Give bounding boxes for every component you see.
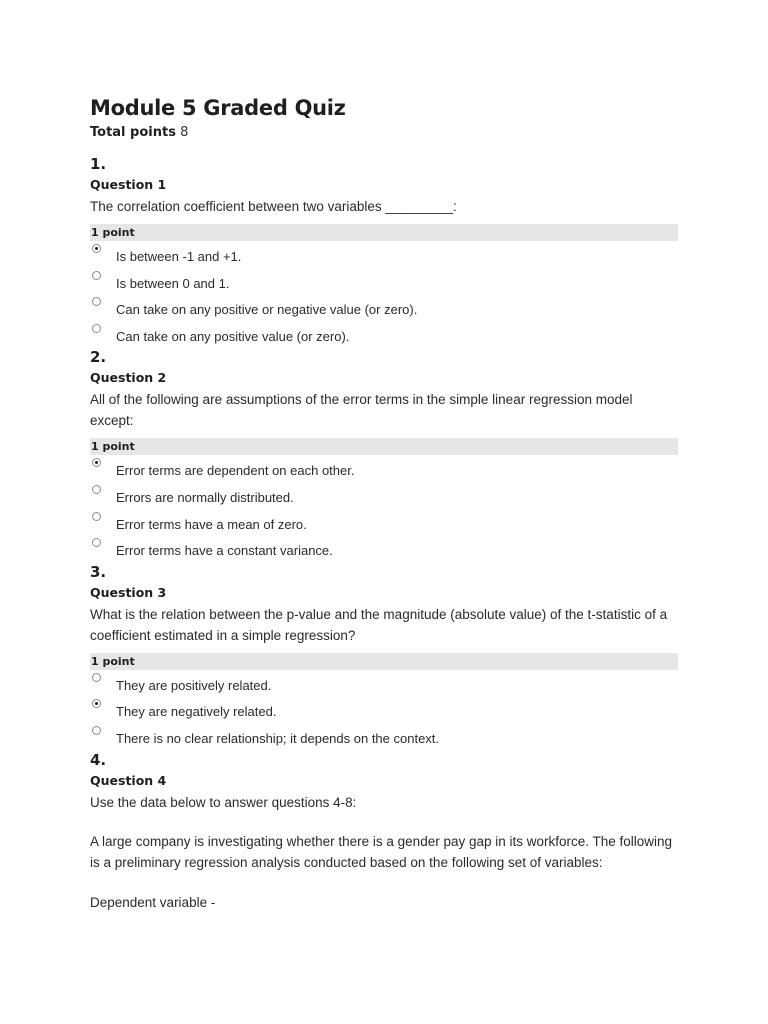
radio-button[interactable] (92, 485, 101, 494)
total-points-value: 8 (180, 125, 189, 140)
points-bar: 1 point (90, 224, 678, 241)
question-text: Use the data below to answer questions 4-8: (90, 794, 357, 810)
question-text: All of the following are assumptions of the error terms in the simple linear regression model except: (90, 392, 633, 429)
option-item[interactable] (90, 482, 678, 509)
question-number: 3. (90, 562, 107, 581)
radio-button-selected[interactable] (92, 458, 101, 467)
total-points-label: Total points (90, 125, 176, 140)
radio-button[interactable] (92, 512, 101, 521)
question-number: 2. (90, 348, 107, 367)
radio-button[interactable] (92, 726, 101, 735)
option-label: Can take on any positive or negative value (or zero). (116, 302, 418, 318)
context-paragraph: A large company is investigating whether there is a gender pay gap in its workforce. The following is a preliminary regression analysis conducted based on the following set of variables: (90, 833, 673, 870)
radio-button[interactable] (92, 297, 101, 306)
radio-button[interactable] (92, 324, 101, 333)
radio-button[interactable] (92, 538, 101, 547)
options-list (90, 670, 678, 750)
radio-button[interactable] (92, 673, 101, 682)
question-number: 1. (90, 155, 107, 173)
points-bar: 1 point (90, 438, 678, 455)
question-label: Question 3 (90, 584, 167, 600)
options-list (90, 241, 678, 347)
quiz-page (90, 94, 678, 913)
option-label: They are negatively related. (116, 704, 277, 720)
question-label: Question 2 (90, 370, 167, 386)
total-points (90, 124, 678, 142)
option-label: There is no clear relationship; it depends on the context. (116, 730, 440, 746)
points-bar: 1 point (90, 653, 678, 670)
option-item[interactable] (90, 535, 678, 562)
option-label: Is between 0 and 1. (116, 275, 230, 291)
option-item[interactable] (90, 268, 678, 295)
context-paragraph: Dependent variable - (90, 894, 216, 910)
option-label: Is between -1 and +1. (116, 249, 242, 264)
option-label: They are positively related. (116, 677, 272, 693)
options-list (90, 455, 678, 561)
option-label: Can take on any positive value (or zero). (116, 328, 350, 344)
option-item[interactable] (90, 696, 678, 723)
quiz-title: Module 5 Graded Quiz (90, 96, 346, 120)
option-item[interactable] (90, 509, 678, 536)
option-label: Errors are normally distributed. (116, 489, 294, 505)
question-3 (90, 562, 678, 750)
question-1 (90, 154, 678, 347)
option-label: Error terms have a mean of zero. (116, 516, 307, 532)
radio-button-selected[interactable] (92, 699, 101, 708)
question-label: Question 4 (90, 772, 167, 788)
question-label: Question 1 (90, 177, 167, 192)
radio-button[interactable] (92, 271, 101, 280)
question-4 (90, 750, 678, 913)
option-item[interactable] (90, 241, 678, 268)
question-2 (90, 347, 678, 561)
option-item[interactable] (90, 723, 678, 750)
option-item[interactable] (90, 455, 678, 482)
question-number: 4. (90, 750, 107, 769)
radio-button-selected[interactable] (92, 244, 101, 253)
option-item[interactable] (90, 321, 678, 348)
question-text: What is the relation between the p-value and the magnitude (absolute value) of the t-statistic of a coefficient estimated in a simple regression? (90, 606, 668, 643)
option-item[interactable] (90, 294, 678, 321)
option-label: Error terms have a constant variance. (116, 543, 333, 559)
option-item[interactable] (90, 670, 678, 697)
option-label: Error terms are dependent on each other. (116, 463, 355, 479)
question-text: The correlation coefficient between two variables _________: (90, 199, 457, 214)
